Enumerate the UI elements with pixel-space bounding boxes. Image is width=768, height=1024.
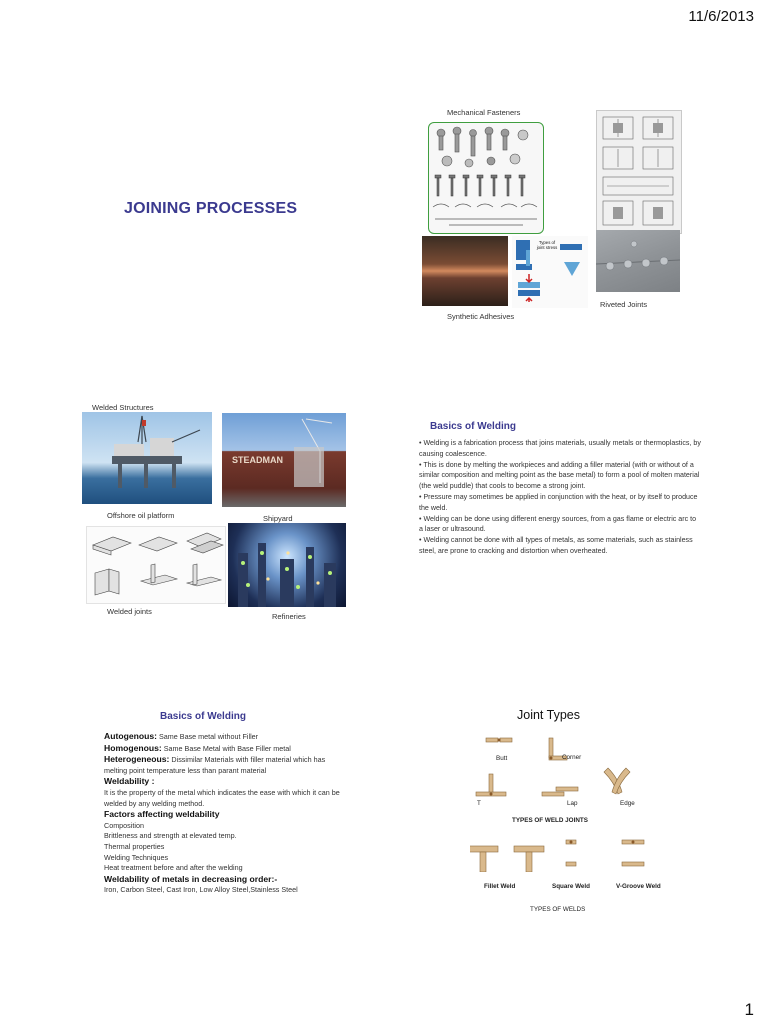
heterogeneous-text: Dissimilar Materials with filler material which has melting point temperature less than parant material <box>104 755 326 775</box>
joint-stress-label: Types of joint stress <box>536 240 558 250</box>
homogenous-label: Homogenous: <box>104 742 162 753</box>
order-label-line <box>104 874 340 886</box>
autogenous-label: Autogenous: <box>104 731 157 741</box>
factor-item: Brittleness and strength at elevated temp. <box>104 831 237 841</box>
welded-structures-heading: Welded Structures <box>92 403 154 412</box>
mechanical-fasteners-image <box>428 122 544 234</box>
shipyard-image <box>222 413 346 507</box>
weldability-label: Weldability : <box>104 776 155 787</box>
autogenous-text: Same Base metal without Filler <box>157 732 259 741</box>
date-stamp: 11/6/2013 <box>688 8 754 25</box>
welding-bullet: • This is done by melting the workpieces and adding a filler material (with or without of a similar composition and melting point as the base metal) to form a pool of molten material (the weld puddle) that cools to become a strong joint. <box>419 460 700 491</box>
joint-lap-label: Lap <box>567 800 578 807</box>
joint-stress-diagram <box>512 236 588 308</box>
welded-joints-illustration <box>87 527 225 603</box>
factors-label: Factors affecting weldability <box>104 809 220 820</box>
factors-label-line <box>104 809 340 821</box>
welding-bullet: • Pressure may sometimes be applied in conjunction with the heat, or by itself to produce the weld. <box>419 492 698 512</box>
basics-of-welding-heading: Basics of Welding <box>160 711 246 722</box>
synthetic-adhesives-caption: Synthetic Adhesives <box>447 312 515 321</box>
autogenous-line <box>104 731 340 743</box>
heterogeneous-line <box>104 754 340 776</box>
shipyard-caption: Shipyard <box>263 514 293 523</box>
shipyard-illustration <box>222 413 346 507</box>
welding-definitions <box>104 731 340 896</box>
square-weld-label: Square Weld <box>552 883 591 890</box>
refineries-image <box>228 523 346 607</box>
refineries-caption: Refineries <box>272 612 306 621</box>
weldability-text: It is the property of the metal which indicates the ease with which it can be welded by any welding method. <box>104 787 340 808</box>
joint-corner-label: Corner <box>562 754 582 761</box>
joint-edge-label: Edge <box>620 800 635 807</box>
slide-title: JOINING PROCESSES <box>124 200 298 217</box>
offshore-platform-image <box>82 412 212 504</box>
page-number: 1 <box>744 1000 754 1019</box>
welded-joints-caption: Welded joints <box>107 607 152 616</box>
ship-hull-text: STEADMAN <box>232 455 283 465</box>
order-text: Iron, Carbon Steel, Cast Iron, Low Alloy Steel,Stainless Steel <box>104 885 298 895</box>
welding-bullet: • Welding is a fabrication process that joins materials, usually metals or thermoplastics, by causing coalescence. <box>419 439 701 458</box>
joint-t-label: T <box>477 800 481 807</box>
offshore-platform-caption: Offshore oil platform <box>107 511 175 520</box>
technical-drawing-illustration <box>597 111 681 233</box>
riveted-joints-caption: Riveted Joints <box>600 300 648 309</box>
homogenous-text: Same Base Metal with Base Filler metal <box>161 743 291 753</box>
joint-types-heading: Joint Types <box>517 708 581 722</box>
factor-item: Heat treatment before and after the welding <box>104 863 243 873</box>
factor-item: Thermal properties <box>104 841 165 851</box>
weldability-label-line <box>104 776 340 788</box>
rivets-illustration <box>596 230 680 292</box>
riveted-joints-image <box>596 230 680 292</box>
welded-joints-image <box>86 526 226 604</box>
joint-butt-label: Butt <box>496 755 508 762</box>
refinery-illustration <box>228 523 346 607</box>
oil-platform-illustration <box>82 412 212 504</box>
synthetic-adhesives-image <box>422 236 508 306</box>
types-of-welds-caption: TYPES OF WELDS <box>530 906 586 913</box>
mechanical-fasteners-caption: Mechanical Fasteners <box>447 108 521 117</box>
factor-item: Welding Techniques <box>104 852 169 862</box>
v-groove-weld-label: V-Groove Weld <box>616 883 661 890</box>
welding-bullet: • Welding can be done using different energy sources, from a gas flame or electric arc to a laser or ultrasound. <box>419 514 697 534</box>
types-of-weld-joints-caption: TYPES OF WELD JOINTS <box>512 817 588 824</box>
homogenous-line <box>104 743 340 755</box>
basics-of-welding-heading: Basics of Welding <box>430 421 516 432</box>
welding-bullet-list <box>419 438 701 557</box>
order-label: Weldability of metals in decreasing order:- <box>104 873 278 884</box>
welding-bullet: • Welding cannot be done with all types of metals, as some materials, such as stainless steel, are prone to cracking and distortion when overheated. <box>419 536 693 555</box>
heterogeneous-label: Heterogeneous: <box>104 754 170 765</box>
rivet-technical-drawing <box>596 110 682 234</box>
fasteners-illustration <box>429 123 543 233</box>
fillet-weld-label: Fillet Weld <box>484 883 516 890</box>
factor-item: Composition <box>104 820 144 830</box>
